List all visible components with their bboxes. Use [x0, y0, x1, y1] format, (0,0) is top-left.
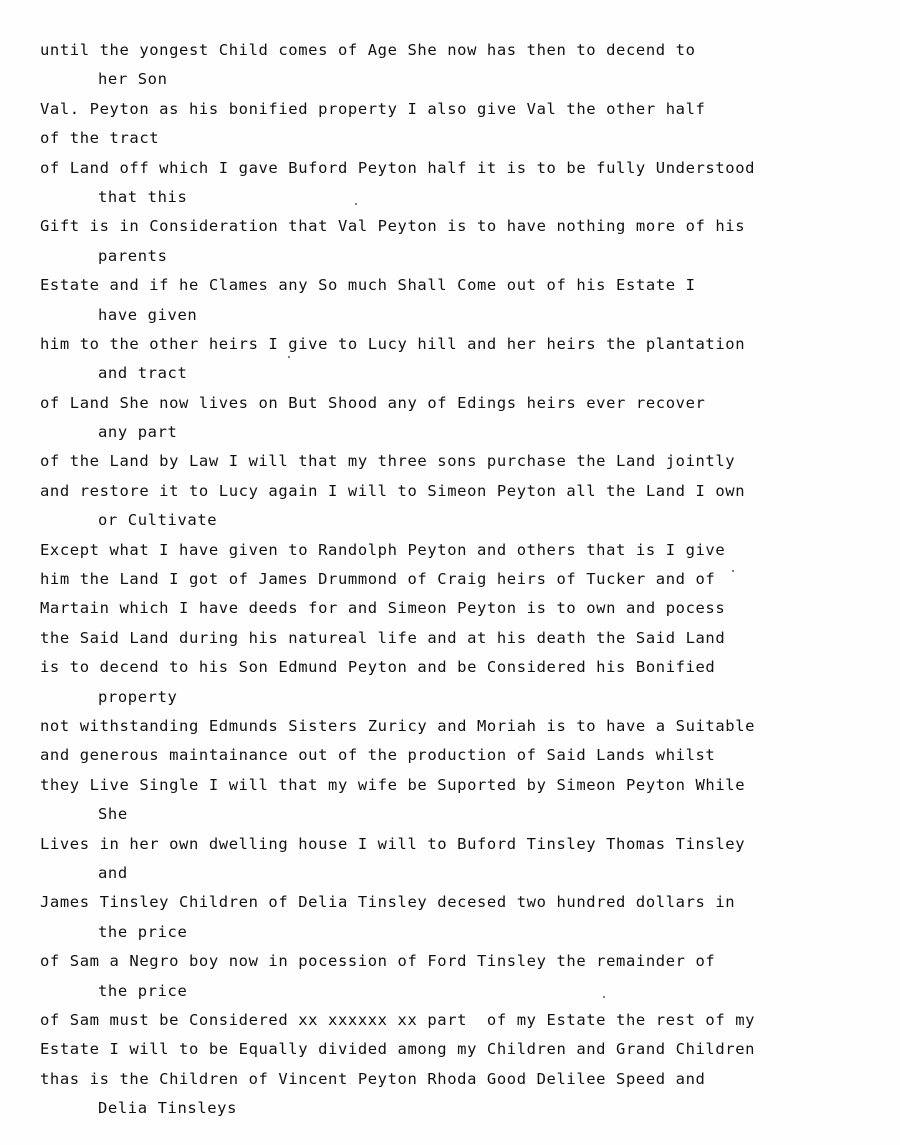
scan-speck	[355, 203, 357, 205]
text-line: Estate and if he Clames any So much Shall Come out of his Estate I	[40, 276, 696, 295]
text-line: the price	[98, 922, 188, 941]
text-line: that this	[98, 187, 188, 206]
text-line: any part	[98, 423, 178, 442]
text-line: her Son	[98, 70, 168, 89]
scan-speck	[288, 356, 290, 358]
text-line: She	[98, 805, 128, 824]
text-line: Except what I have given to Randolph Peyton and others that is I give	[40, 540, 726, 559]
text-line: and generous maintainance out of the production of Said Lands whilst	[40, 746, 716, 765]
text-line: of Sam a Negro boy now in pocession of Ford Tinsley the remainder of	[40, 952, 716, 971]
text-line: James Tinsley Children of Delia Tinsley decesed two hundred dollars in	[40, 893, 736, 912]
text-line: have given	[98, 305, 198, 324]
text-line: until the yongest Child comes of Age She now has then to decend to	[40, 41, 696, 59]
scan-speck	[732, 570, 734, 572]
text-line: Delia Tinsleys	[98, 1099, 238, 1118]
text-line: of Land She now lives on But Shood any of Edings heirs ever recover	[40, 393, 706, 412]
text-line: or Cultivate	[98, 511, 218, 530]
text-line: is to decend to his Son Edmund Peyton and be Considered his Bonified	[40, 658, 716, 677]
text-line: Val. Peyton as his bonified property I also give Val the other half	[40, 99, 706, 118]
text-line: Estate I will to be Equally divided among my Children and Grand Children	[40, 1040, 756, 1059]
text-line: property	[98, 687, 178, 706]
text-line: of Land off which I gave Buford Peyton half it is to be fully Understood	[40, 158, 756, 177]
text-line: him to the other heirs I give to Lucy hill and her heirs the plantation	[40, 334, 746, 353]
text-line: and tract	[98, 364, 188, 383]
scan-speck	[603, 996, 605, 998]
document-text	[40, 36, 890, 1123]
text-line: him the Land I got of James Drummond of Craig heirs of Tucker and of	[40, 570, 716, 589]
text-line: Gift is in Consideration that Val Peyton is to have nothing more of his	[40, 217, 746, 236]
text-line: not withstanding Edmunds Sisters Zuricy and Moriah is to have a Suitable	[40, 716, 756, 735]
text-line: Martain which I have deeds for and Simeon Peyton is to own and pocess	[40, 599, 726, 618]
text-line: of the tract	[40, 129, 160, 148]
text-line: and	[98, 863, 128, 882]
text-line: of Sam must be Considered xx xxxxxx xx part of my Estate the rest of my	[40, 1010, 756, 1029]
text-line: of the Land by Law I will that my three sons purchase the Land jointly	[40, 452, 736, 471]
text-line: thas is the Children of Vincent Peyton Rhoda Good Delilee Speed and	[40, 1069, 706, 1088]
text-line: Lives in her own dwelling house I will to Buford Tinsley Thomas Tinsley	[40, 834, 746, 853]
text-line: parents	[98, 246, 168, 265]
text-line: they Live Single I will that my wife be Suported by Simeon Peyton While	[40, 775, 746, 794]
text-line: the Said Land during his natureal life and at his death the Said Land	[40, 628, 726, 647]
text-line: the price	[98, 981, 188, 1000]
text-line: and restore it to Lucy again I will to Simeon Peyton all the Land I own	[40, 481, 746, 500]
